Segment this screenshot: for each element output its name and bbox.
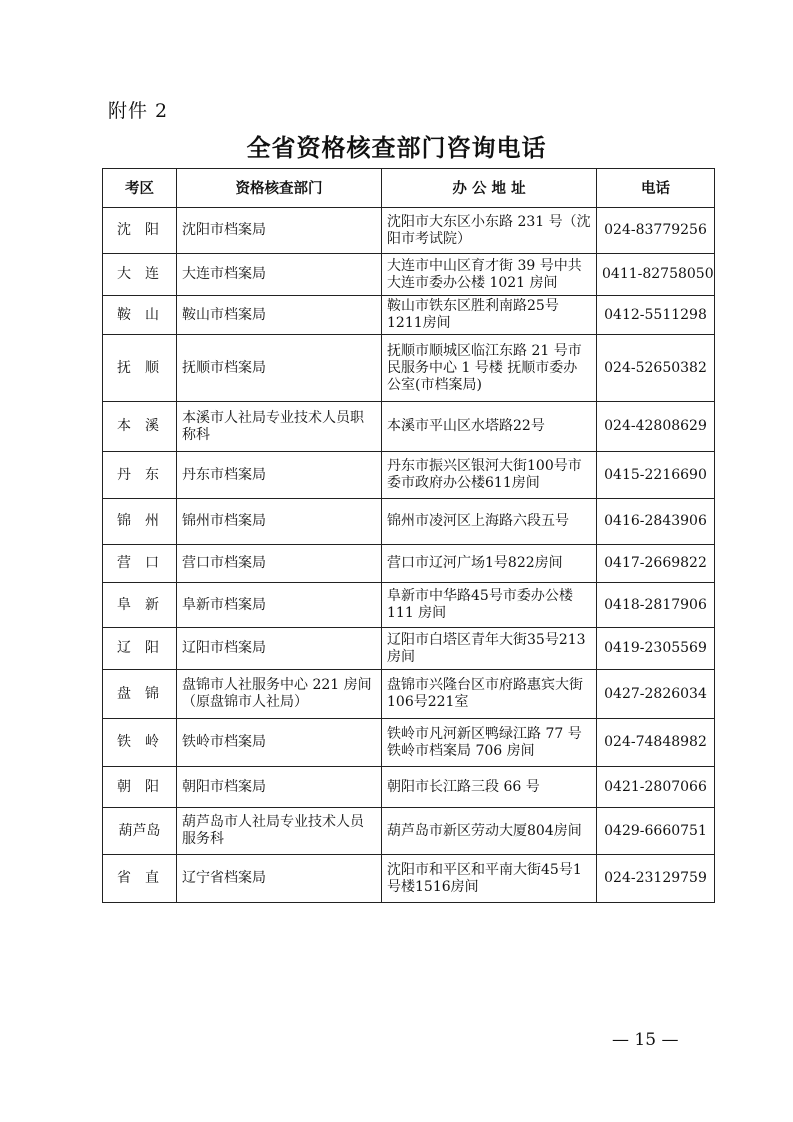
area-cell: 营口 xyxy=(103,545,177,583)
address-cell: 抚顺市顺城区临江东路 21 号市民服务中心 1 号楼 抚顺市委办公室(市档案局) xyxy=(382,335,597,402)
page-title: 全省资格核查部门咨询电话 xyxy=(246,133,547,162)
table-row xyxy=(103,402,715,452)
header-phone: 电话 xyxy=(597,169,715,208)
address-cell: 阜新市中华路45号市委办公楼 111 房间 xyxy=(382,583,597,628)
address-cell: 沈阳市和平区和平南大街45号1号楼1516房间 xyxy=(382,855,597,903)
address-cell: 本溪市平山区水塔路22号 xyxy=(382,402,597,452)
address-cell: 盘锦市兴隆台区市府路惠宾大街106号221室 xyxy=(382,670,597,719)
department-cell: 盘锦市人社服务中心 221 房间（原盘锦市人社局） xyxy=(177,670,382,719)
address-cell: 葫芦岛市新区劳动大厦804房间 xyxy=(382,808,597,855)
department-cell: 葫芦岛市人社局专业技术人员服务科 xyxy=(177,808,382,855)
table-row xyxy=(103,628,715,670)
phone-cell: 0427-2826034 xyxy=(597,670,715,719)
address-cell: 鞍山市铁东区胜利南路25号1211房间 xyxy=(382,296,597,335)
phone-cell: 024-83779256 xyxy=(597,208,715,254)
address-cell: 锦州市凌河区上海路六段五号 xyxy=(382,499,597,545)
phone-cell: 0415-2216690 xyxy=(597,452,715,499)
phone-cell: 024-52650382 xyxy=(597,335,715,402)
department-cell: 丹东市档案局 xyxy=(177,452,382,499)
department-cell: 锦州市档案局 xyxy=(177,499,382,545)
table-row xyxy=(103,719,715,767)
address-cell: 大连市中山区育才街 39 号中共大连市委办公楼 1021 房间 xyxy=(382,254,597,296)
department-cell: 营口市档案局 xyxy=(177,545,382,583)
table-row xyxy=(103,254,715,296)
attachment-label: 附件 2 xyxy=(108,100,169,122)
department-cell: 辽阳市档案局 xyxy=(177,628,382,670)
header-department: 资格核查部门 xyxy=(177,169,382,208)
area-cell: 本溪 xyxy=(103,402,177,452)
phone-cell: 0417-2669822 xyxy=(597,545,715,583)
address-cell: 丹东市振兴区银河大街100号市委市政府办公楼611房间 xyxy=(382,452,597,499)
table-row xyxy=(103,499,715,545)
phone-cell: 0421-2807066 xyxy=(597,767,715,808)
department-cell: 铁岭市档案局 xyxy=(177,719,382,767)
area-cell: 抚顺 xyxy=(103,335,177,402)
department-cell: 大连市档案局 xyxy=(177,254,382,296)
department-cell: 本溪市人社局专业技术人员职称科 xyxy=(177,402,382,452)
area-cell: 省直 xyxy=(103,855,177,903)
table-row xyxy=(103,335,715,402)
area-cell: 锦州 xyxy=(103,499,177,545)
table-row xyxy=(103,583,715,628)
table-row xyxy=(103,855,715,903)
department-cell: 阜新市档案局 xyxy=(177,583,382,628)
table-header-row xyxy=(103,169,715,208)
address-cell: 铁岭市凡河新区鸭绿江路 77 号铁岭市档案局 706 房间 xyxy=(382,719,597,767)
phone-cell: 024-23129759 xyxy=(597,855,715,903)
area-cell: 朝阳 xyxy=(103,767,177,808)
area-cell: 铁岭 xyxy=(103,719,177,767)
table-row xyxy=(103,670,715,719)
area-cell: 葫芦岛 xyxy=(103,808,177,855)
table-row xyxy=(103,767,715,808)
address-cell: 朝阳市长江路三段 66 号 xyxy=(382,767,597,808)
table-row xyxy=(103,296,715,335)
table-row xyxy=(103,208,715,254)
header-area: 考区 xyxy=(103,169,177,208)
phone-cell: 0412-5511298 xyxy=(597,296,715,335)
area-cell: 辽阳 xyxy=(103,628,177,670)
area-cell: 沈阳 xyxy=(103,208,177,254)
page-number: — 15 — xyxy=(612,1030,679,1050)
department-cell: 朝阳市档案局 xyxy=(177,767,382,808)
address-cell: 辽阳市白塔区青年大街35号213房间 xyxy=(382,628,597,670)
area-cell: 阜新 xyxy=(103,583,177,628)
area-cell: 鞍山 xyxy=(103,296,177,335)
phone-cell: 024-42808629 xyxy=(597,402,715,452)
table-row xyxy=(103,452,715,499)
phone-cell: 024-74848982 xyxy=(597,719,715,767)
phone-cell: 0429-6660751 xyxy=(597,808,715,855)
department-cell: 鞍山市档案局 xyxy=(177,296,382,335)
table-row xyxy=(103,545,715,583)
area-cell: 丹东 xyxy=(103,452,177,499)
contact-table xyxy=(102,168,715,903)
area-cell: 大连 xyxy=(103,254,177,296)
department-cell: 抚顺市档案局 xyxy=(177,335,382,402)
department-cell: 辽宁省档案局 xyxy=(177,855,382,903)
phone-cell: 0411-82758050 xyxy=(597,254,715,296)
department-cell: 沈阳市档案局 xyxy=(177,208,382,254)
area-cell: 盘锦 xyxy=(103,670,177,719)
address-cell: 营口市辽河广场1号822房间 xyxy=(382,545,597,583)
phone-cell: 0419-2305569 xyxy=(597,628,715,670)
address-cell: 沈阳市大东区小东路 231 号（沈阳市考试院） xyxy=(382,208,597,254)
phone-cell: 0416-2843906 xyxy=(597,499,715,545)
header-address: 办 公 地 址 xyxy=(382,169,597,208)
table-row xyxy=(103,808,715,855)
phone-cell: 0418-2817906 xyxy=(597,583,715,628)
